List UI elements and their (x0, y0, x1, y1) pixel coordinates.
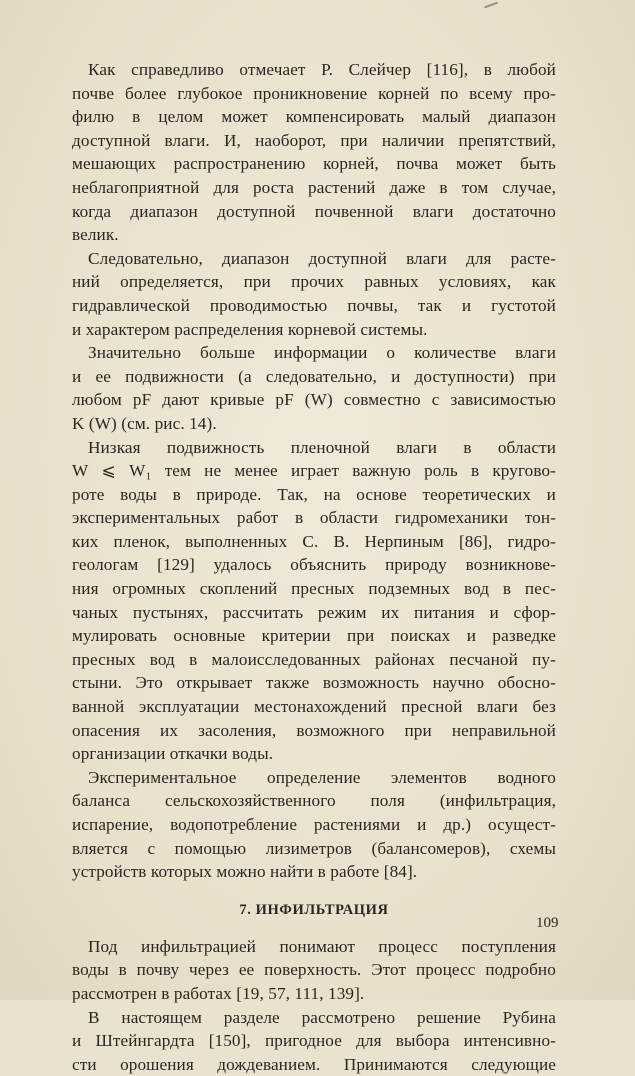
text-line: почве более глубокое проникновение корней по всему про- (72, 83, 556, 103)
body-text (72, 58, 556, 1076)
text-line: ких пленок, выполненных С. В. Нерпиным [86], гидро- (72, 531, 556, 551)
paragraph-5 (72, 766, 556, 884)
text-line: и Штейнгардта [150], пригодное для выбора интенсивно- (72, 1031, 556, 1051)
text-line: гидравлической проводимостью почвы, так и густотой (72, 295, 556, 315)
text-line: доступной влаги. И, наоборот, при наличии препятствий, (72, 130, 556, 150)
text-line: рассмотрен в работах [19, 57, 111, 139]. (72, 983, 365, 1003)
text-line: неблагоприятной для роста растений даже в том случае, (72, 177, 556, 197)
text-line: Значительно больше информации о количестве влаги (88, 343, 556, 363)
text-line: баланса сельскохозяйственного поля (инфильтрация, (72, 791, 556, 811)
text-line: филю в целом может компенсировать малый диапазон (72, 107, 556, 127)
text-line: стыни. Это открывает также возможность научно обосно- (72, 673, 556, 693)
text-line: опасения их засоления, возможного при неправильной (72, 720, 556, 740)
text-line: ванной эксплуатации местонахождений пресной влаги без (72, 697, 556, 717)
text-line: чаных пустынях, рассчитать режим их питания и сфор- (72, 602, 556, 622)
text-line: испарение, водопотребление растениями и др.) осущест- (72, 815, 556, 834)
text-line: и характером распределения корневой системы. (72, 319, 428, 339)
text-line: Под инфильтрацией понимают процесс поступления (88, 936, 556, 956)
paragraph-3 (72, 341, 556, 435)
text-line: Следовательно, диапазон доступной влаги для расте- (88, 248, 556, 268)
text-line: ния огромных скоплений пресных подземных вод в пес- (72, 579, 556, 599)
text-line: мешающих распространению корней, почва может быть (72, 154, 556, 174)
section-heading: 7. ИНФИЛЬТРАЦИЯ (239, 901, 389, 918)
text-line: роте воды в природе. Так, на основе теоретических и (72, 484, 556, 504)
text-line: организации откачки воды. (72, 744, 274, 764)
text-line: пресных вод в малоисследованных районах песчаной пу- (72, 649, 556, 669)
scan-mark (484, 2, 498, 9)
text-line: сти орошения дождеванием. Принимаются следующие (72, 1054, 556, 1074)
text-line: любом pF дают кривые pF (W) совместно с зависимостью (72, 390, 556, 410)
text-line: В настоящем разделе рассмотрено решение Рубина (88, 1007, 556, 1027)
page-number: 109 (536, 915, 559, 931)
text-line: K (W) (см. рис. 14). (72, 413, 217, 433)
paragraph-6 (72, 935, 556, 1006)
text-line: Экспериментальное определение элементов водного (88, 767, 556, 787)
text-line: когда диапазон доступной почвенной влаги достаточно (72, 201, 556, 221)
text-line: Как справедливо отмечает Р. Слейчер [116], в любой (88, 60, 556, 79)
paragraph-1 (72, 58, 556, 247)
paragraph-2 (72, 247, 556, 341)
text-line: велик. (72, 225, 119, 245)
text-line: и ее подвижности (а следовательно, и доступности) при (72, 366, 556, 386)
paragraph-7 (72, 1006, 556, 1076)
text-line: ний определяется, при прочих равных условиях, как (72, 272, 556, 292)
paragraph-4 (72, 436, 556, 766)
text-line: воды в почву через ее поверхность. Этот процесс подробно (72, 960, 556, 980)
text-line: вляется с помощью лизиметров (балансомеров), схемы (72, 838, 556, 858)
text-line: геологам [129] удалось объяснить природу возникнове- (72, 555, 556, 575)
text-line: W ⩽ W₁ тем не менее играет важную роль в кругово- (72, 461, 556, 481)
text-line: экспериментальных работ в области гидромеханики тон- (72, 508, 556, 528)
text-line: устройств которых можно найти в работе [84]. (72, 862, 418, 882)
text-line: мулировать основные критерии при поисках и разведке (72, 626, 556, 646)
text-line: Низкая подвижность пленочной влаги в области (88, 437, 556, 457)
